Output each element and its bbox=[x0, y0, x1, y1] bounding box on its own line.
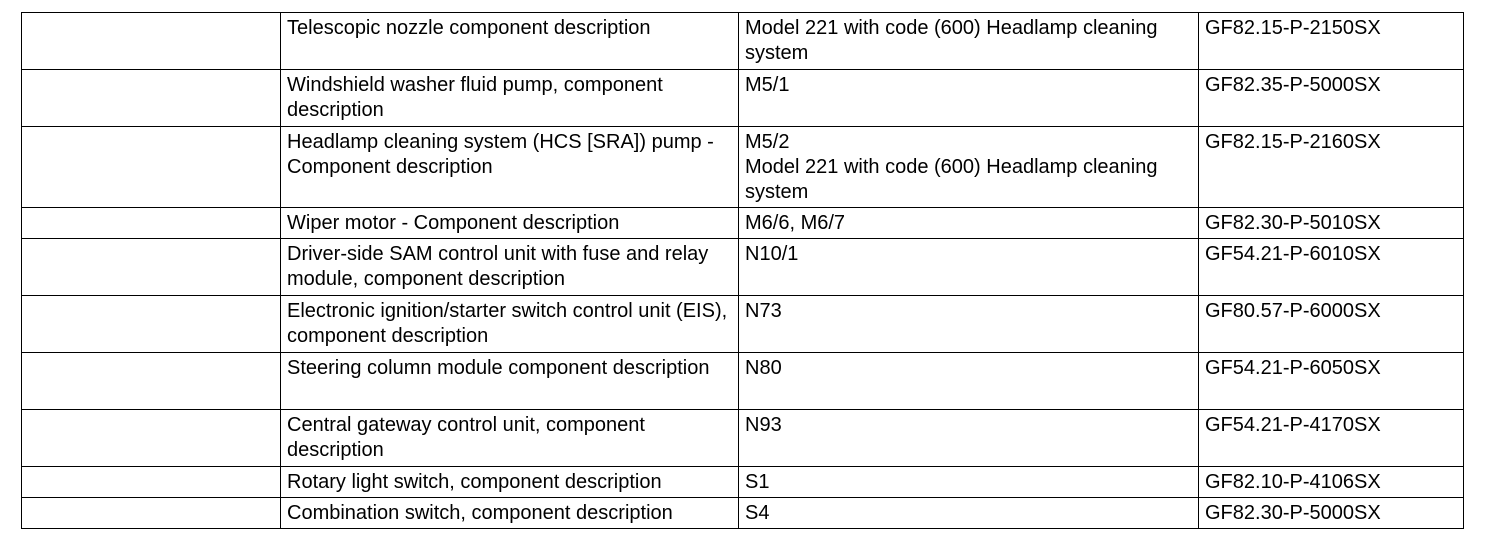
component-description-cell: Electronic ignition/starter switch control unit (EIS), component description bbox=[281, 296, 739, 353]
table-row bbox=[22, 296, 1464, 353]
designation-line: N93 bbox=[745, 414, 782, 436]
designation-line: S4 bbox=[745, 502, 770, 524]
designation-line: S1 bbox=[745, 471, 770, 493]
component-description-cell: Combination switch, component description bbox=[281, 498, 739, 529]
designation-cell bbox=[739, 353, 1199, 410]
blank-cell bbox=[22, 467, 281, 498]
table-row bbox=[22, 410, 1464, 467]
blank-cell bbox=[22, 13, 281, 70]
component-description-cell: Telescopic nozzle component description bbox=[281, 13, 739, 70]
designation-cell bbox=[739, 467, 1199, 498]
document-number-cell: GF80.57-P-6000SX bbox=[1199, 296, 1464, 353]
designation-cell bbox=[739, 127, 1199, 208]
document-number-cell: GF82.30-P-5010SX bbox=[1199, 208, 1464, 239]
blank-cell bbox=[22, 208, 281, 239]
designation-cell bbox=[739, 410, 1199, 467]
designation-line: N73 bbox=[745, 300, 782, 322]
designation-line: Model 221 with code (600) Headlamp cleaning system bbox=[745, 156, 1158, 203]
designation-line: N80 bbox=[745, 357, 782, 379]
component-description-cell: Windshield washer fluid pump, component description bbox=[281, 70, 739, 127]
designation-cell bbox=[739, 70, 1199, 127]
table-row bbox=[22, 353, 1464, 410]
blank-cell bbox=[22, 127, 281, 208]
document-number-cell: GF82.35-P-5000SX bbox=[1199, 70, 1464, 127]
blank-cell bbox=[22, 296, 281, 353]
table-row bbox=[22, 127, 1464, 208]
document-number-cell: GF54.21-P-6050SX bbox=[1199, 353, 1464, 410]
component-description-cell: Headlamp cleaning system (HCS [SRA]) pump - Component description bbox=[281, 127, 739, 208]
document-number-cell: GF54.21-P-6010SX bbox=[1199, 239, 1464, 296]
designation-cell bbox=[739, 13, 1199, 70]
designation-line: M5/1 bbox=[745, 74, 790, 96]
table-row bbox=[22, 70, 1464, 127]
component-reference-table bbox=[21, 12, 1464, 529]
table-row bbox=[22, 208, 1464, 239]
designation-line: M5/2 bbox=[745, 131, 790, 153]
designation-cell bbox=[739, 296, 1199, 353]
table-row bbox=[22, 239, 1464, 296]
designation-line: Model 221 with code (600) Headlamp cleaning system bbox=[745, 17, 1158, 64]
component-description-cell: Central gateway control unit, component description bbox=[281, 410, 739, 467]
table-row bbox=[22, 467, 1464, 498]
document-number-cell: GF82.10-P-4106SX bbox=[1199, 467, 1464, 498]
designation-cell bbox=[739, 239, 1199, 296]
component-description-cell: Steering column module component description bbox=[281, 353, 739, 410]
document-number-cell: GF82.15-P-2160SX bbox=[1199, 127, 1464, 208]
document-number-cell: GF82.15-P-2150SX bbox=[1199, 13, 1464, 70]
designation-cell bbox=[739, 208, 1199, 239]
table-row bbox=[22, 498, 1464, 529]
document-number-cell: GF82.30-P-5000SX bbox=[1199, 498, 1464, 529]
blank-cell bbox=[22, 498, 281, 529]
component-description-cell: Wiper motor - Component description bbox=[281, 208, 739, 239]
designation-line: N10/1 bbox=[745, 243, 799, 265]
blank-cell bbox=[22, 70, 281, 127]
designation-line: M6/6, M6/7 bbox=[745, 212, 846, 234]
component-description-cell: Rotary light switch, component description bbox=[281, 467, 739, 498]
table-row bbox=[22, 13, 1464, 70]
blank-cell bbox=[22, 410, 281, 467]
component-description-cell: Driver-side SAM control unit with fuse and relay module, component description bbox=[281, 239, 739, 296]
blank-cell bbox=[22, 239, 281, 296]
blank-cell bbox=[22, 353, 281, 410]
document-number-cell: GF54.21-P-4170SX bbox=[1199, 410, 1464, 467]
designation-cell bbox=[739, 498, 1199, 529]
